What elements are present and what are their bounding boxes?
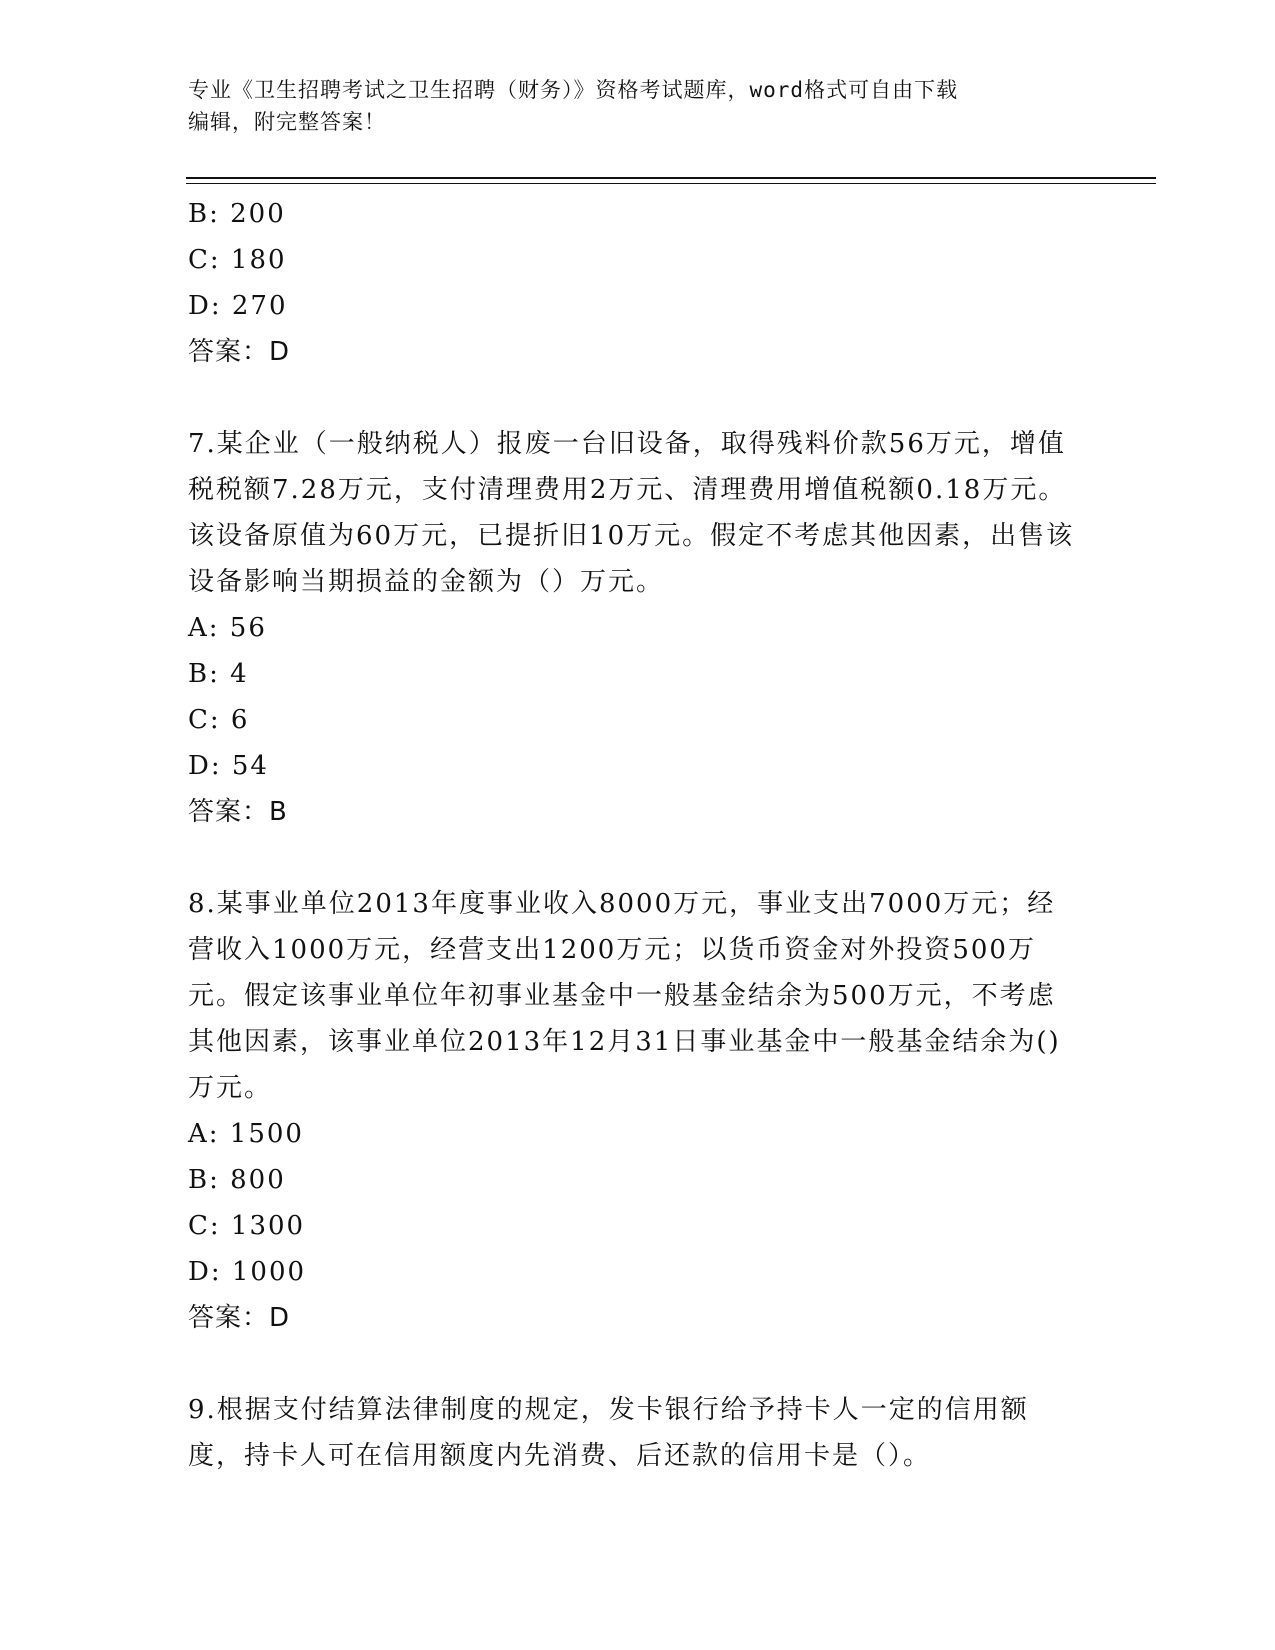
question-block-7 — [188, 421, 1078, 835]
option-a: A: 1500 — [188, 1119, 304, 1149]
question-text: 7.某企业（一般纳税人）报废一台旧设备，取得残料价款56万元，增值税税额7.28万元，支付清理费用2万元、清理费用增值税额0.18万元。该设备原值为60万元，已提折旧10万元。假定不考虑其他因素，出售该设备影响当期损益的金额为（）万元。 — [188, 429, 1075, 597]
answer-line: 答案：D — [188, 1303, 291, 1333]
question-text: 9.根据支付结算法律制度的规定，发卡银行给予持卡人一定的信用额度，持卡人可在信用额度内先消费、后还款的信用卡是（）。 — [188, 1395, 1029, 1471]
answer-line: 答案：D — [188, 337, 291, 367]
header-line-1: 专业《卫生招聘考试之卫生招聘（财务）》资格考试题库，word格式可自由下载 — [188, 78, 959, 102]
option-d: D: 1000 — [188, 1257, 307, 1287]
question-block-8 — [188, 881, 1078, 1341]
option-c: C: 1300 — [188, 1211, 306, 1241]
answer-line: 答案：B — [188, 797, 288, 827]
option-d: D: 54 — [188, 751, 269, 781]
option-a: A: 56 — [188, 613, 267, 643]
document-header — [188, 74, 1088, 138]
question-block-9 — [188, 1387, 1078, 1479]
option-b: B: 4 — [188, 659, 249, 689]
option-d: D: 270 — [188, 291, 288, 321]
option-b: B: 200 — [188, 199, 286, 229]
option-b: B: 800 — [188, 1165, 286, 1195]
header-divider-thin — [186, 183, 1156, 184]
option-c: C: 180 — [188, 245, 287, 275]
question-block-previous — [188, 191, 1078, 375]
option-c: C: 6 — [188, 705, 250, 735]
document-body — [188, 191, 1078, 1479]
question-text: 8.某事业单位2013年度事业收入8000万元，事业支出7000万元；经营收入1000万元，经营支出1200万元；以货币资金对外投资500万元。假定该事业单位年初事业基金中一般基金结余为500万元，不考虑其他因素，该事业单位2013年12月31日事业基金中一般基金结余为()万元。 — [188, 889, 1061, 1103]
header-line-2: 编辑，附完整答案！ — [188, 110, 386, 134]
header-divider — [186, 177, 1156, 179]
